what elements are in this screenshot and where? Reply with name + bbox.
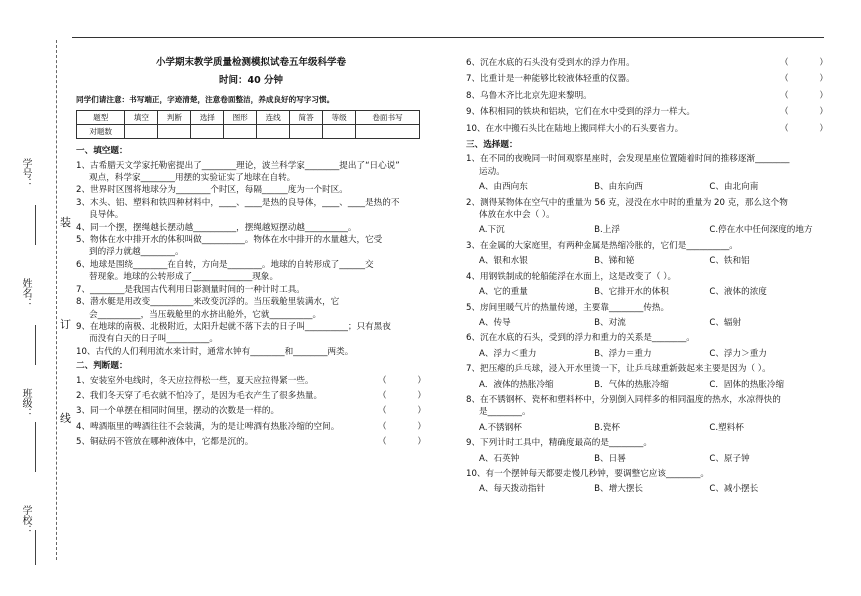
score-cell[interactable] (191, 125, 224, 139)
choice-option[interactable]: C、原子钟 (709, 453, 750, 464)
judge-text: 9、体积相同的铁块和铝块，它们在水中受到的浮力一样大。 (466, 107, 695, 118)
answer-paren[interactable] (780, 73, 828, 85)
class-line (35, 422, 36, 472)
choice-option[interactable]: A、浮力＜重力 (479, 348, 537, 359)
fill-heading: 一、填空题： (76, 146, 128, 157)
choice-item (466, 153, 828, 193)
choice-item (466, 363, 828, 391)
choice-item (466, 332, 828, 360)
judge-text: 4、啤酒瓶里的啤酒往往不会装满，为的是让啤酒有热胀冷缩的空间。 (76, 421, 340, 432)
judge-text: 6、沉在水底的石头没有受到水的浮力作用。 (466, 58, 635, 68)
judge-text: 3、同一个单摆在相同时间里，摆动的次数是一样的。 (76, 406, 280, 417)
choice-stem: 是________。 (479, 407, 531, 418)
paren-close: ） (819, 123, 828, 134)
choice-options (466, 379, 828, 391)
choice-stem: 3、在金属的大家庭里，有两种金属是热缩冷胀的，它们是__________。 (466, 240, 738, 251)
choice-option[interactable]: C.塑料杯 (709, 422, 744, 433)
score-cell: 填空 (125, 111, 158, 125)
fill-line: 到的浮力就越________。 (89, 247, 184, 258)
answer-paren[interactable] (378, 375, 426, 387)
class-label: 班级： (20, 388, 31, 418)
choice-option[interactable]: B、由东向西 (594, 182, 644, 193)
score-cell[interactable] (158, 125, 191, 139)
choice-option[interactable]: B、对流 (594, 317, 626, 328)
choice-option[interactable]: B.瓷杯 (594, 422, 620, 433)
choice-option[interactable]: C、由北向南 (709, 182, 759, 193)
choice-options (466, 286, 828, 298)
judge-item (466, 90, 828, 102)
judge-item (466, 106, 828, 118)
choice-options (466, 348, 828, 360)
choice-option[interactable]: A．液体的热胀冷缩 (479, 379, 554, 390)
judge-text: 1、安装室外电线时，冬天应拉得松一些，夏天应拉得紧一些。 (76, 375, 314, 386)
judge-text: 2、我们冬天穿了毛衣就不怕冷了，是因为毛衣产生了很多热量。 (76, 390, 323, 401)
score-cell[interactable] (257, 125, 290, 139)
choice-stem: 体放在水中会（ ）。 (479, 210, 555, 221)
choice-heading: 三、选择题： (466, 140, 518, 151)
answer-paren[interactable] (780, 123, 828, 135)
score-cell: 简答 (290, 111, 323, 125)
choice-stem: 9、下列计时工具中，精确度最高的是________。 (466, 438, 652, 449)
choice-item (466, 271, 828, 299)
paren-close: ） (819, 107, 828, 118)
choice-option[interactable]: C、辐射 (709, 317, 742, 328)
judge-item (76, 390, 426, 402)
seal-word-1: 装 (60, 216, 71, 229)
choice-stem: 10、有一个摆钟每天都要走慢几秒钟，要调整它应该________。 (466, 468, 709, 479)
fill-line: 2、世界时区图将地球分为________个时区，每隔______度为一个时区。 (76, 185, 348, 196)
choice-option[interactable]: C、液体的浓度 (709, 287, 767, 298)
choice-option[interactable]: B、日晷 (594, 453, 626, 464)
judge-item (76, 421, 426, 433)
score-cell: 连线 (257, 111, 290, 125)
paren-close: ） (417, 375, 426, 386)
choice-stem: 8、在不锈钢杯、瓷杯和塑料杯中，分别倒入同样多的相同温度的热水，水凉得快的 (466, 394, 781, 405)
choice-option[interactable]: A、传导 (479, 317, 511, 328)
choice-item (466, 240, 828, 268)
choice-options (466, 224, 828, 236)
paren-close: ） (417, 390, 426, 401)
score-cell: 对题数 (77, 125, 125, 139)
right-column (466, 57, 828, 499)
choice-item (466, 302, 828, 330)
score-cell: 判断 (158, 111, 191, 125)
paren-open: （ (780, 58, 789, 68)
paren-open: （ (378, 406, 387, 417)
paren-open: （ (378, 421, 387, 432)
exam-note: 同学们请注意：书写端正，字迹清楚，注意卷面整洁，养成良好的写字习惯。 (76, 94, 335, 104)
judge-heading: 二、判断题： (76, 361, 128, 372)
judge-item (466, 73, 828, 85)
score-cell[interactable] (224, 125, 257, 139)
choice-option[interactable]: B．气体的热胀冷缩 (594, 379, 669, 390)
choice-option[interactable]: C、减小摆长 (709, 484, 759, 495)
left-column (76, 57, 426, 452)
score-cell: 图形 (224, 111, 257, 125)
choice-option[interactable]: A、由西向东 (479, 182, 528, 193)
fill-line: 5、物体在水中排开水的体积叫做__________。物体在水中排开的水量越大，它受 (76, 235, 383, 246)
choice-option[interactable]: A、每天拨动指针 (479, 484, 546, 495)
score-cell[interactable] (356, 125, 420, 139)
choice-option[interactable]: B、它排开水的体积 (594, 287, 669, 298)
score-table-row (77, 111, 420, 125)
fill-line: 3、木头、铝、塑料和铁四种材料中，____、____是热的良导体，____、____是热的不 (76, 197, 400, 208)
choice-item (466, 468, 828, 496)
answer-paren[interactable] (378, 436, 426, 448)
choice-stem: 7、把压瘪的乒乓球，浸入开水里烫一下，让乒乓球重新鼓起来主要是因为（ ）。 (466, 364, 771, 375)
choice-options (466, 181, 828, 193)
score-table (76, 110, 420, 139)
choice-option[interactable]: B、锑和铋 (594, 256, 635, 267)
fill-line: 8、潜水艇是用改变__________来改变沉浮的。当压载舱里装满水，它 (76, 297, 340, 308)
fill-line: 而没有白天的日子叫__________。 (89, 334, 218, 345)
fill-line: 6、地球是围绕________在自转，方向是________。地球的自转形成了______交 (76, 259, 374, 270)
choice-option[interactable]: C、铁和铝 (709, 256, 750, 267)
paren-close: ） (417, 421, 426, 432)
judge-text: 7、比重计是一种能够比较液体轻重的仪器。 (466, 74, 635, 85)
choice-option[interactable]: A、银和水银 (479, 256, 528, 267)
choice-option[interactable]: A、石英钟 (479, 453, 520, 464)
judge-item (76, 436, 426, 448)
choice-options (466, 422, 828, 434)
fill-line: 1、古希腊天文学家托勒密提出了________理论，波兰科学家________提出了“日心说” (76, 160, 400, 171)
choice-options (466, 317, 828, 329)
binding-line (56, 40, 57, 560)
fill-line: 观点，科学家________用摆的实验证实了地球在自转。 (89, 173, 296, 184)
seal-word-2: 订 (60, 318, 71, 331)
choice-option[interactable]: A.下沉 (479, 225, 505, 236)
score-cell[interactable] (290, 125, 323, 139)
paren-close: ） (819, 58, 828, 68)
paren-close: ） (819, 90, 828, 101)
choice-options (466, 255, 828, 267)
score-cell[interactable] (323, 125, 356, 139)
fill-line: 10、古代的人们利用流水来计时，通常水钟有________和________两类。 (76, 346, 354, 357)
answer-paren[interactable] (378, 421, 426, 433)
answer-paren[interactable] (780, 57, 828, 69)
paren-open: （ (780, 90, 789, 101)
fill-line: 7、________是我国古代利用日影测量时间的一种计时工具。 (76, 284, 305, 295)
choice-option[interactable]: B.上浮 (594, 225, 620, 236)
exam-title: 小学期末教学质量检测模拟试卷五年级科学卷 (155, 57, 346, 68)
answer-paren[interactable] (780, 106, 828, 118)
judge-item (466, 57, 828, 69)
choice-option[interactable]: C、浮力＞重力 (709, 348, 767, 359)
choice-stem: 1、在不同的夜晚同一时间观察星座时，会发现星座位置随着时间的推移逐渐________ (466, 154, 790, 165)
paren-open: （ (378, 375, 387, 386)
score-cell: 题型 (77, 111, 125, 125)
seal-word-3: 线 (60, 412, 71, 425)
judge-item (76, 405, 426, 417)
fill-section (76, 160, 426, 359)
choice-stem: 运动。 (479, 166, 505, 177)
paren-open: （ (378, 390, 387, 401)
fill-line: 4、同一个摆，摆绳越长摆动越__________，摆绳越短摆动越__________。 (76, 222, 357, 233)
answer-paren[interactable] (378, 390, 426, 402)
choice-stem: 5、房间里暖气片的热量传递，主要靠________传热。 (466, 302, 670, 313)
score-cell: 卷面书写 (356, 111, 420, 125)
choice-item (466, 197, 828, 237)
judge-text: 5、铜砝码不管放在哪种液体中，它都是沉的。 (76, 437, 254, 448)
fill-line: 良导体。 (89, 210, 124, 221)
score-cell: 选择 (191, 111, 224, 125)
top-rule (72, 37, 824, 38)
paren-open: （ (780, 107, 789, 118)
judge-text: 10、在水中搬石头比在陆地上搬同样大小的石头要省力。 (466, 123, 684, 134)
answer-paren[interactable] (378, 405, 426, 417)
score-cell[interactable] (125, 125, 158, 139)
paren-open: （ (378, 437, 387, 448)
score-table-row (77, 125, 420, 139)
choice-stem: 4、用钢铁制成的轮船能浮在水面上，这是改变了（ ）。 (466, 271, 677, 282)
choice-option[interactable]: A、它的重量 (479, 287, 528, 298)
choice-options (466, 483, 828, 495)
choice-option[interactable]: B、增大摆长 (594, 484, 644, 495)
choice-section (466, 153, 828, 495)
fill-line: 会__________，当压载舱里的水挤出舱外，它就__________。 (89, 309, 322, 320)
choice-stem: 2、测得某物体在空气中的重量为 56 克，浸没在水中时的重量为 20 克，那么这个物 (466, 197, 788, 208)
judge-list-right (466, 57, 828, 135)
choice-option[interactable]: C．固体的热胀冷缩 (709, 379, 785, 390)
choice-item (466, 394, 828, 434)
student-id-line (35, 205, 36, 245)
school-line (35, 530, 36, 565)
choice-item (466, 437, 828, 465)
exam-time: 时间：40 分钟 (218, 75, 284, 87)
choice-option[interactable]: A.不锈钢杯 (479, 422, 522, 433)
judge-item (76, 375, 426, 387)
answer-paren[interactable] (780, 90, 828, 102)
fill-line: 9、在地球的南极、北极附近，太阳升起就不落下去的日子叫__________；只有黑夜 (76, 321, 391, 332)
choice-stem: 6、沉在水底的石头，受到的浮力和重力的关系是________。 (466, 333, 695, 344)
name-label: 姓名： (20, 278, 31, 308)
paren-close: ） (417, 437, 426, 448)
paren-open: （ (780, 74, 789, 85)
judge-item (466, 123, 828, 135)
judge-text: 8、乌鲁木齐比北京先迎来黎明。 (466, 90, 592, 101)
judge-list-left (76, 375, 426, 449)
choice-options (466, 453, 828, 465)
score-cell: 等级 (323, 111, 356, 125)
name-line (35, 325, 36, 365)
choice-option[interactable]: C.停在水中任何深度的地方 (709, 225, 813, 236)
paren-close: ） (819, 74, 828, 85)
student-id-label: 学号： (20, 158, 31, 188)
paren-open: （ (780, 123, 789, 134)
choice-option[interactable]: B、浮力＝重力 (594, 348, 652, 359)
paren-close: ） (417, 406, 426, 417)
fill-line: 替现象。地球的公转形成了______________现象。 (89, 272, 279, 283)
school-label: 学校： (20, 505, 31, 535)
